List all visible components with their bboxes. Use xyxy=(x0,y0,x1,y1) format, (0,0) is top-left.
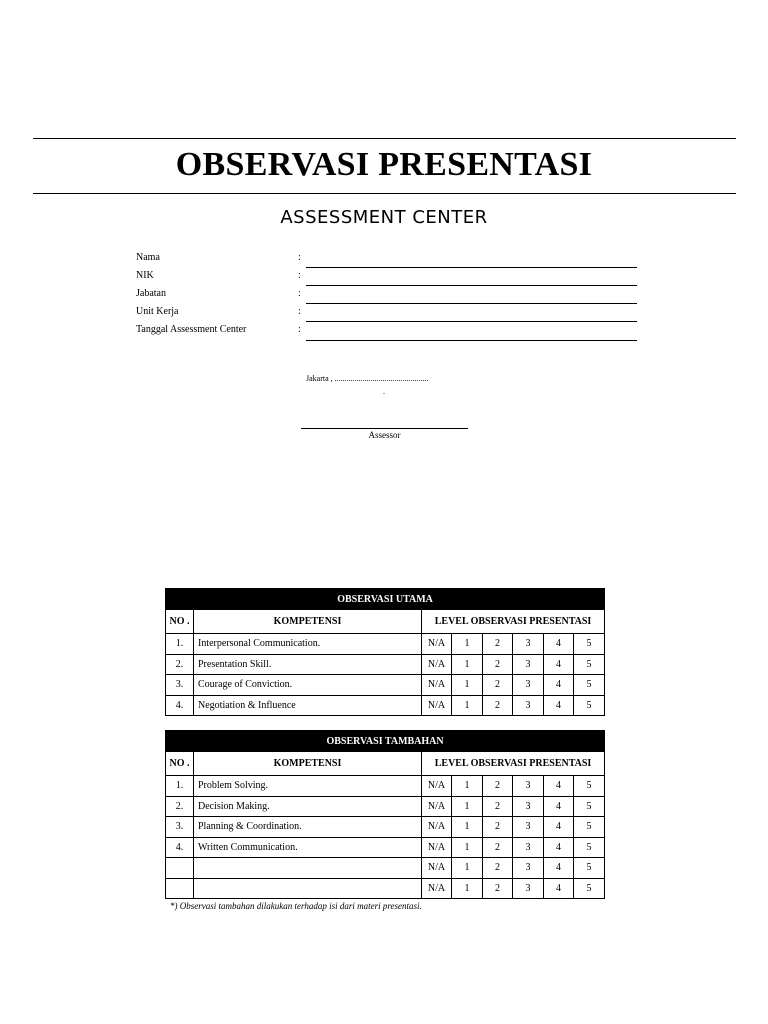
table-row xyxy=(166,858,605,879)
level-1-cell[interactable]: 1 xyxy=(452,776,483,797)
table-row xyxy=(166,837,605,858)
row-number: 2. xyxy=(166,654,194,675)
footnote: *) Observasi tambahan dilakukan terhadap isi dari materi presentasi. xyxy=(170,901,422,911)
observasi-tambahan-table xyxy=(165,730,605,899)
level-5-cell[interactable]: 5 xyxy=(574,796,605,817)
level-na-cell[interactable]: N/A xyxy=(422,837,452,858)
assessor-label: Assessor xyxy=(368,430,401,440)
row-kompetensi: Interpersonal Communication. xyxy=(194,634,422,655)
level-2-cell[interactable]: 2 xyxy=(483,634,513,655)
level-na-cell[interactable]: N/A xyxy=(422,634,452,655)
field-colon: : xyxy=(298,288,301,299)
level-3-cell[interactable]: 3 xyxy=(513,796,544,817)
row-kompetensi xyxy=(194,878,422,899)
table-row xyxy=(166,878,605,899)
field-colon: : xyxy=(298,270,301,281)
row-number: 4. xyxy=(166,837,194,858)
level-1-cell[interactable]: 1 xyxy=(452,675,483,696)
level-4-cell[interactable]: 4 xyxy=(544,634,574,655)
row-kompetensi: Negotiation & Influence xyxy=(194,695,422,716)
level-5-cell[interactable]: 5 xyxy=(574,634,605,655)
level-4-cell[interactable]: 4 xyxy=(544,878,574,899)
table-row xyxy=(166,654,605,675)
level-5-cell[interactable]: 5 xyxy=(574,837,605,858)
table-banner: OBSERVASI UTAMA xyxy=(166,589,605,610)
table-row xyxy=(166,695,605,716)
row-number: 4. xyxy=(166,695,194,716)
field-colon: : xyxy=(298,324,301,335)
row-kompetensi: Written Communication. xyxy=(194,837,422,858)
level-4-cell[interactable]: 4 xyxy=(544,817,574,838)
row-number xyxy=(166,858,194,879)
row-kompetensi: Presentation Skill. xyxy=(194,654,422,675)
level-na-cell[interactable]: N/A xyxy=(422,695,452,716)
table-row xyxy=(166,776,605,797)
level-2-cell[interactable]: 2 xyxy=(483,817,513,838)
row-kompetensi xyxy=(194,858,422,879)
level-na-cell[interactable]: N/A xyxy=(422,796,452,817)
level-3-cell[interactable]: 3 xyxy=(513,858,544,879)
level-1-cell[interactable]: 1 xyxy=(452,796,483,817)
table-row xyxy=(166,634,605,655)
field-colon: : xyxy=(298,306,301,317)
level-5-cell[interactable]: 5 xyxy=(574,878,605,899)
level-5-cell[interactable]: 5 xyxy=(574,858,605,879)
field-label-nama: Nama xyxy=(136,252,160,263)
level-2-cell[interactable]: 2 xyxy=(483,878,513,899)
level-4-cell[interactable]: 4 xyxy=(544,837,574,858)
level-1-cell[interactable]: 1 xyxy=(452,858,483,879)
table-row xyxy=(166,817,605,838)
observasi-utama-table xyxy=(165,588,605,716)
level-1-cell[interactable]: 1 xyxy=(452,837,483,858)
level-1-cell[interactable]: 1 xyxy=(452,878,483,899)
level-3-cell[interactable]: 3 xyxy=(513,817,544,838)
level-2-cell[interactable]: 2 xyxy=(483,858,513,879)
field-colon: : xyxy=(298,252,301,263)
row-number xyxy=(166,878,194,899)
level-3-cell[interactable]: 3 xyxy=(513,675,544,696)
column-header-level: LEVEL OBSERVASI PRESENTASI xyxy=(422,610,605,634)
row-number: 1. xyxy=(166,634,194,655)
field-label-tanggal: Tanggal Assessment Center xyxy=(136,324,247,335)
title-rule xyxy=(33,193,736,194)
top-rule xyxy=(33,138,736,139)
level-na-cell[interactable]: N/A xyxy=(422,878,452,899)
level-5-cell[interactable]: 5 xyxy=(574,817,605,838)
level-na-cell[interactable]: N/A xyxy=(422,858,452,879)
page-subtitle: ASSESSMENT CENTER xyxy=(280,207,488,228)
level-4-cell[interactable]: 4 xyxy=(544,695,574,716)
level-3-cell[interactable]: 3 xyxy=(513,634,544,655)
row-number: 2. xyxy=(166,796,194,817)
field-line-jabatan[interactable] xyxy=(306,303,637,304)
level-2-cell[interactable]: 2 xyxy=(483,837,513,858)
signature-place-date: Jakarta , ............................................... xyxy=(306,374,429,383)
field-line-nik[interactable] xyxy=(306,285,637,286)
field-line-tanggal[interactable] xyxy=(306,340,637,341)
level-4-cell[interactable]: 4 xyxy=(544,654,574,675)
field-line-unit-kerja[interactable] xyxy=(306,321,637,322)
row-number: 3. xyxy=(166,817,194,838)
page-title: OBSERVASI PRESENTASI xyxy=(175,146,593,183)
level-5-cell[interactable]: 5 xyxy=(574,776,605,797)
column-header-kompetensi: KOMPETENSI xyxy=(194,610,422,634)
level-4-cell[interactable]: 4 xyxy=(544,675,574,696)
column-header-no: NO . xyxy=(166,610,194,634)
level-2-cell[interactable]: 2 xyxy=(483,654,513,675)
column-header-kompetensi: KOMPETENSI xyxy=(194,752,422,776)
row-kompetensi: Courage of Conviction. xyxy=(194,675,422,696)
level-2-cell[interactable]: 2 xyxy=(483,776,513,797)
level-5-cell[interactable]: 5 xyxy=(574,654,605,675)
level-4-cell[interactable]: 4 xyxy=(544,796,574,817)
level-1-cell[interactable]: 1 xyxy=(452,695,483,716)
level-na-cell[interactable]: N/A xyxy=(422,817,452,838)
level-na-cell[interactable]: N/A xyxy=(422,776,452,797)
field-label-jabatan: Jabatan xyxy=(136,288,166,299)
level-na-cell[interactable]: N/A xyxy=(422,654,452,675)
level-1-cell[interactable]: 1 xyxy=(452,634,483,655)
level-3-cell[interactable]: 3 xyxy=(513,695,544,716)
column-header-level: LEVEL OBSERVASI PRESENTASI xyxy=(422,752,605,776)
field-label-nik: NIK xyxy=(136,270,154,281)
level-na-cell[interactable]: N/A xyxy=(422,675,452,696)
field-line-nama[interactable] xyxy=(306,267,637,268)
level-3-cell[interactable]: 3 xyxy=(513,654,544,675)
level-4-cell[interactable]: 4 xyxy=(544,776,574,797)
table-row xyxy=(166,796,605,817)
level-2-cell[interactable]: 2 xyxy=(483,695,513,716)
level-5-cell[interactable]: 5 xyxy=(574,695,605,716)
signature-dot: . xyxy=(383,387,385,396)
column-header-no: NO . xyxy=(166,752,194,776)
row-kompetensi: Decision Making. xyxy=(194,796,422,817)
level-2-cell[interactable]: 2 xyxy=(483,675,513,696)
level-1-cell[interactable]: 1 xyxy=(452,654,483,675)
level-4-cell[interactable]: 4 xyxy=(544,858,574,879)
level-1-cell[interactable]: 1 xyxy=(452,817,483,838)
level-3-cell[interactable]: 3 xyxy=(513,878,544,899)
row-kompetensi: Problem Solving. xyxy=(194,776,422,797)
field-label-unit-kerja: Unit Kerja xyxy=(136,306,179,317)
level-5-cell[interactable]: 5 xyxy=(574,675,605,696)
table-banner: OBSERVASI TAMBAHAN xyxy=(166,731,605,752)
signature-line[interactable] xyxy=(301,428,468,429)
table-row xyxy=(166,675,605,696)
row-kompetensi: Planning & Coordination. xyxy=(194,817,422,838)
row-number: 3. xyxy=(166,675,194,696)
level-3-cell[interactable]: 3 xyxy=(513,837,544,858)
row-number: 1. xyxy=(166,776,194,797)
level-3-cell[interactable]: 3 xyxy=(513,776,544,797)
level-2-cell[interactable]: 2 xyxy=(483,796,513,817)
